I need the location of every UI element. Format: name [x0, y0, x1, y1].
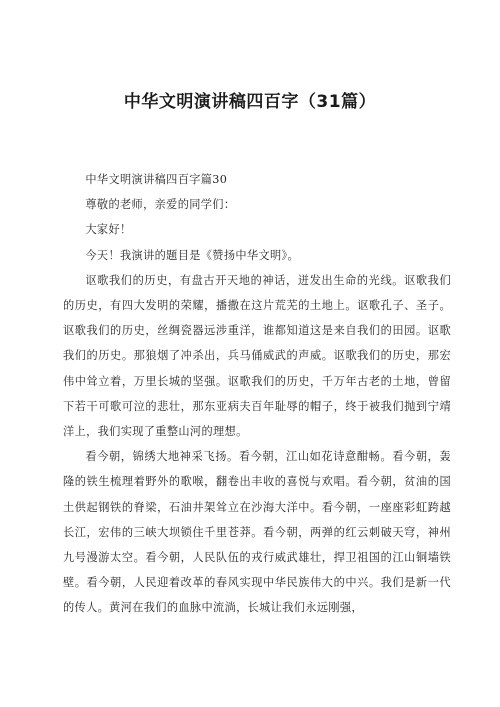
document-title: 中华文明演讲稿四百字（31篇）: [123, 92, 377, 112]
paragraph-history: 讴歌我们的历史，有盘古开天地的神话，迸发出生命的光线。讴歌我们的历史，有四大发明的荣耀，播撒在这片荒芜的土地上。讴歌孔子、圣子。讴歌我们的历史，丝绸瓷器远涉重洋，谁都知道这是来自我们的田园。讴歌我们的历史。那狼烟了冲杀出，兵马俑威武的声威。讴歌我们的历史，那宏伟中耸立着，万里长城的坚强。讴歌我们的历史，千万年古老的土地，曾留下若干可歌可泣的悲壮，那东亚病夫百年耻辱的帽子，终于被我们抛到宁靖洋上，我们实现了重整山河的理想。: [63, 273, 451, 439]
paragraph-greeting: 大家好！: [85, 223, 132, 237]
paragraph-salutation: 尊敬的老师，亲爱的同学们：: [85, 198, 236, 212]
document-body: [63, 167, 451, 621]
paragraph-topic: 今天！我演讲的题目是《赞扬中华文明》。: [85, 248, 300, 262]
paragraph-today: 看今朝，锦绣大地神采飞扬。看今朝，江山如花诗意酣畅。看今朝，轰隆的铁生梳理着野外的歌喉，翻卷出丰收的喜悦与欢唱。看今朝，贫油的国土供起钢铁的脊梁，石油井架耸立在沙海大洋中。看今朝，一座座彩虹跨越长江，宏伟的三峡大坝锁住千里苍莽。看今朝，两弹的红云刺破天穹，神州九号漫游太空。看今朝，人民队伍的戎行威武雄壮，捍卫祖国的江山铜墙铁壁。看今朝，人民迎着改革的春风实现中华民族伟大的中兴。我们是新一代的传人。黄河在我们的血脉中流淌，长城让我们永远刚强，: [63, 450, 451, 615]
paragraph-subtitle: 中华文明演讲稿四百字篇30: [85, 173, 228, 186]
